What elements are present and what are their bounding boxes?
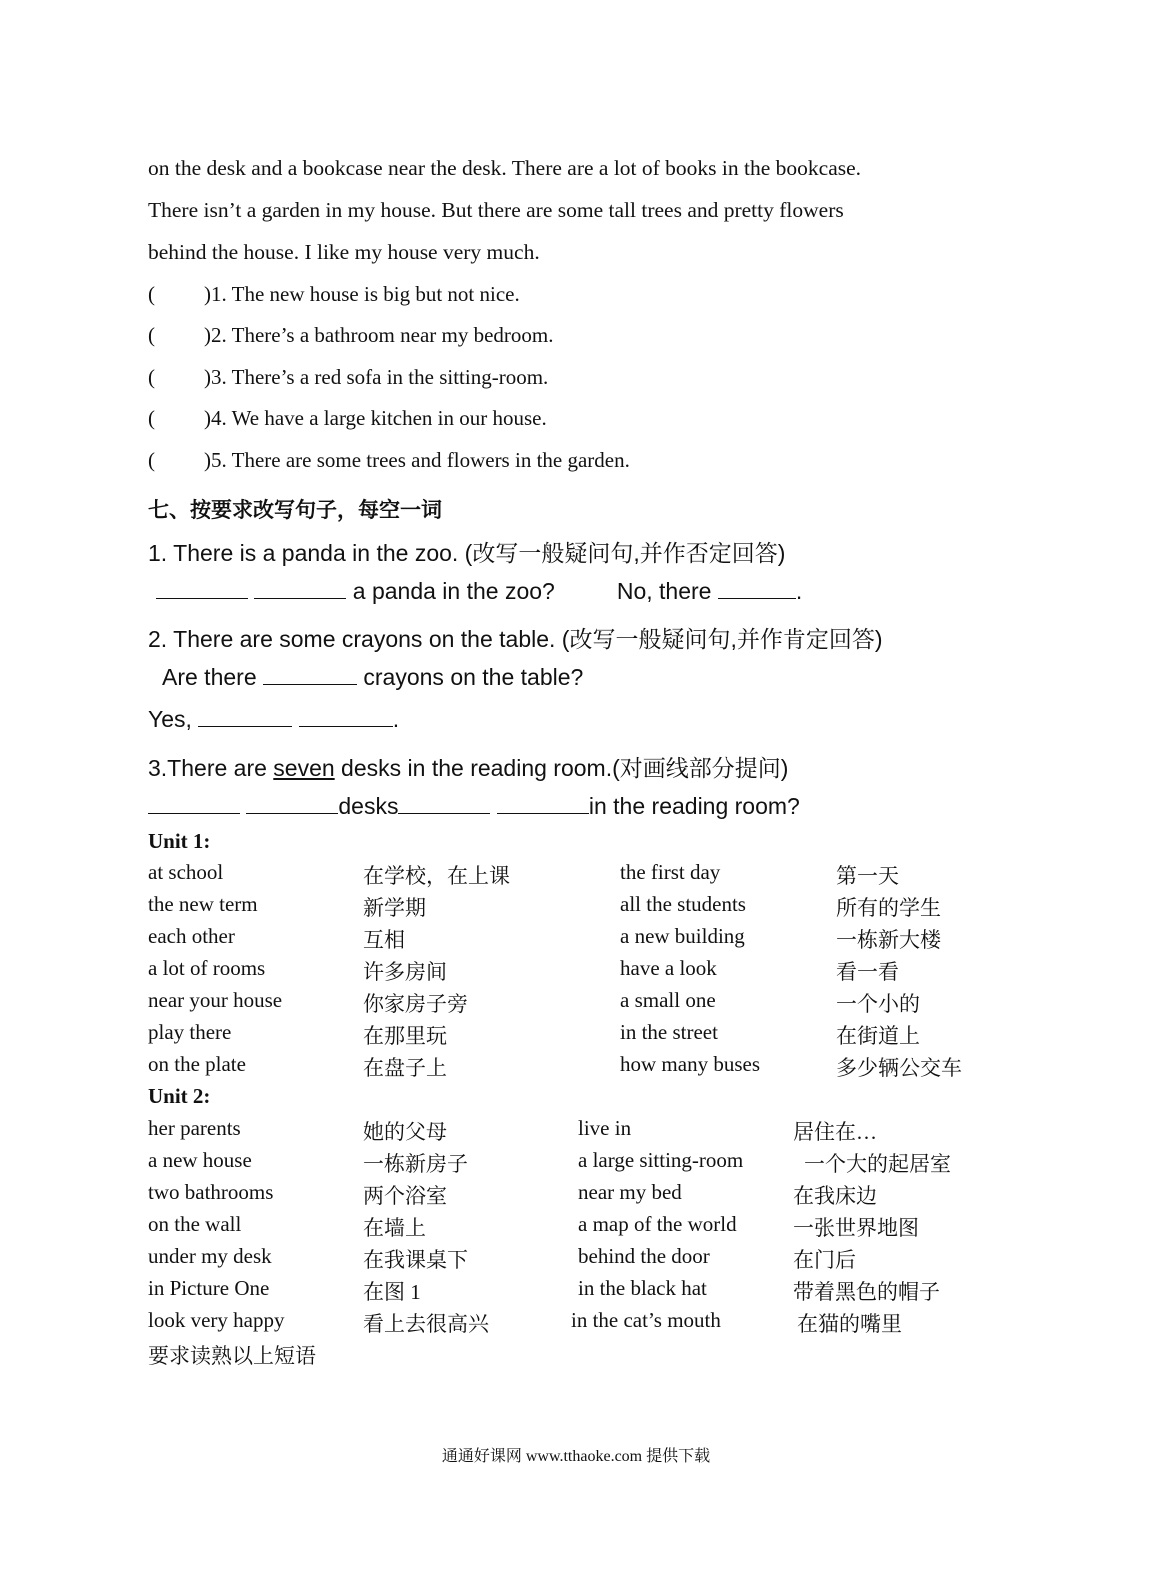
answer-blank[interactable]	[299, 708, 393, 727]
question-1	[148, 282, 520, 307]
question-text: )1. The new house is big but not nice.	[204, 282, 520, 306]
question-text: )2. There’s a bathroom near my bedroom.	[204, 323, 554, 347]
phrase-en: all the students	[620, 892, 746, 916]
rewrite-1-prompt: 1. There is a panda in the zoo. (改写一般疑问句,并作否定回答)	[148, 540, 786, 566]
passage-line-1: on the desk and a bookcase near the desk. There are a lot of books in the bookcase.	[148, 156, 862, 180]
phrase-cn: 一个大的起居室	[804, 1152, 951, 1176]
rewrite-3-answer	[148, 793, 800, 820]
phrase-cn: 一张世界地图	[793, 1216, 919, 1240]
prompt-text: desks in the reading room.(对画线部分提问)	[334, 755, 789, 781]
phrase-cn: 一栋新房子	[363, 1152, 468, 1176]
phrase-cn: 你家房子旁	[363, 992, 468, 1016]
phrase-cn: 第一天	[836, 864, 899, 888]
phrase-en: a small one	[620, 988, 716, 1012]
answer-paren[interactable]: (	[148, 406, 155, 430]
phrase-en: near your house	[148, 988, 283, 1012]
underlined-word: seven	[273, 755, 335, 781]
question-2	[148, 323, 554, 348]
answer-text: Are there	[162, 664, 263, 690]
phrase-en: look very happy	[148, 1308, 285, 1332]
phrase-en: in the street	[620, 1020, 718, 1044]
phrase-cn: 互相	[363, 928, 405, 952]
phrase-cn: 一栋新大楼	[836, 928, 941, 952]
section-7-heading: 七、按要求改写句子，每空一词	[148, 499, 442, 522]
phrase-en: on the wall	[148, 1212, 242, 1236]
phrase-en: under my desk	[148, 1244, 272, 1268]
answer-blank[interactable]	[254, 580, 346, 599]
answer-blank[interactable]	[718, 580, 796, 599]
answer-period: .	[795, 578, 803, 604]
passage-line-3: behind the house. I like my house very much.	[148, 240, 540, 264]
answer-paren[interactable]: (	[148, 448, 155, 472]
prompt-text: 3.There are	[148, 755, 274, 781]
question-text: )3. There’s a red sofa in the sitting-room.	[204, 365, 549, 389]
phrase-cn: 在图 1	[363, 1280, 421, 1304]
vocab-row	[0, 1212, 1152, 1242]
vocab-row	[0, 1244, 1152, 1274]
vocab-row	[0, 988, 1152, 1018]
answer-text: in the reading room?	[588, 793, 800, 819]
passage-line-2: There isn’t a garden in my house. But there are some tall trees and pretty flowers	[148, 198, 844, 222]
phrase-cn: 新学期	[363, 896, 426, 920]
rewrite-2-prompt: 2. There are some crayons on the table. (改写一般疑问句,并作肯定回答)	[148, 626, 883, 652]
phrase-cn: 在学校，在上课	[363, 864, 510, 888]
phrase-en: on the plate	[148, 1052, 246, 1076]
phrase-en: how many buses	[620, 1052, 760, 1076]
phrase-cn: 带着黑色的帽子	[793, 1280, 940, 1304]
phrase-en: near my bed	[578, 1180, 682, 1204]
phrase-cn: 她的父母	[363, 1120, 447, 1144]
phrase-en: live in	[578, 1116, 632, 1140]
answer-blank[interactable]	[263, 666, 357, 685]
question-5	[148, 448, 630, 473]
rewrite-1-answer	[156, 578, 802, 605]
vocab-row	[0, 1052, 1152, 1082]
vocab-row	[0, 1148, 1152, 1178]
phrase-cn: 看一看	[836, 960, 899, 984]
phrase-en: have a look	[620, 956, 717, 980]
phrase-cn: 在街道上	[836, 1024, 920, 1048]
answer-blank[interactable]	[497, 795, 589, 814]
phrase-cn: 居住在…	[793, 1120, 877, 1144]
phrase-en: in the black hat	[578, 1276, 707, 1300]
phrase-en: at school	[148, 860, 224, 884]
phrase-en: in Picture One	[148, 1276, 270, 1300]
phrase-en: the new term	[148, 892, 258, 916]
question-text: )4. We have a large kitchen in our house.	[204, 406, 547, 430]
vocab-row	[0, 1116, 1152, 1146]
unit-1-title: Unit 1:	[148, 829, 211, 853]
answer-paren[interactable]: (	[148, 365, 155, 389]
answer-blank[interactable]	[198, 708, 292, 727]
phrase-en: a large sitting-room	[578, 1148, 744, 1172]
unit-2-title: Unit 2:	[148, 1084, 211, 1108]
vocab-row	[0, 1308, 1152, 1338]
page-footer: 通通好课网 www.tthaoke.com 提供下载	[441, 1448, 711, 1465]
vocab-row	[0, 956, 1152, 986]
answer-text: crayons on the table?	[357, 664, 584, 690]
phrase-cn: 在墙上	[363, 1216, 426, 1240]
phrase-cn: 两个浴室	[363, 1184, 447, 1208]
phrase-en: a new house	[148, 1148, 252, 1172]
answer-blank[interactable]	[246, 795, 338, 814]
phrase-en: the first day	[620, 860, 721, 884]
vocab-row	[0, 860, 1152, 890]
phrase-cn: 在猫的嘴里	[797, 1312, 902, 1336]
closing-note: 要求读熟以上短语	[148, 1344, 316, 1368]
question-3	[148, 365, 548, 390]
phrase-en: her parents	[148, 1116, 241, 1140]
vocab-row	[0, 1180, 1152, 1210]
phrase-cn: 许多房间	[363, 960, 447, 984]
phrase-en: in the cat’s mouth	[571, 1308, 721, 1332]
phrase-cn: 所有的学生	[836, 896, 941, 920]
phrase-cn: 多少辆公交车	[836, 1056, 962, 1080]
phrase-en: a lot of rooms	[148, 956, 266, 980]
phrase-en: a map of the world	[578, 1212, 737, 1236]
vocab-row	[0, 1276, 1152, 1306]
phrase-cn: 在盘子上	[363, 1056, 447, 1080]
answer-blank[interactable]	[156, 580, 248, 599]
phrase-cn: 在门后	[793, 1248, 856, 1272]
question-4	[148, 406, 547, 431]
phrase-en: a new building	[620, 924, 745, 948]
answer-text: desks	[338, 793, 399, 819]
phrase-en: play there	[148, 1020, 232, 1044]
answer-blank[interactable]	[148, 795, 240, 814]
phrase-cn: 在那里玩	[363, 1024, 447, 1048]
phrase-cn: 看上去很高兴	[363, 1312, 489, 1336]
question-text: )5. There are some trees and flowers in the garden.	[204, 448, 630, 472]
phrase-cn: 一个小的	[836, 992, 920, 1016]
phrase-en: two bathrooms	[148, 1180, 274, 1204]
rewrite-3-prompt	[148, 750, 788, 783]
answer-text: Yes,	[148, 706, 199, 732]
vocab-row	[0, 924, 1152, 954]
answer-text: No, there	[616, 578, 718, 604]
vocab-row	[0, 1020, 1152, 1050]
rewrite-2-answer	[162, 664, 583, 691]
vocab-row	[0, 892, 1152, 922]
answer-paren[interactable]: (	[148, 323, 155, 347]
answer-text: a panda in the zoo?	[346, 578, 555, 604]
answer-period: .	[392, 706, 400, 732]
answer-blank[interactable]	[398, 795, 490, 814]
phrase-en: behind the door	[578, 1244, 710, 1268]
answer-paren[interactable]: (	[148, 282, 155, 306]
phrase-en: each other	[148, 924, 235, 948]
phrase-cn: 在我课桌下	[363, 1248, 468, 1272]
rewrite-2-yes	[148, 706, 399, 733]
phrase-cn: 在我床边	[793, 1184, 877, 1208]
